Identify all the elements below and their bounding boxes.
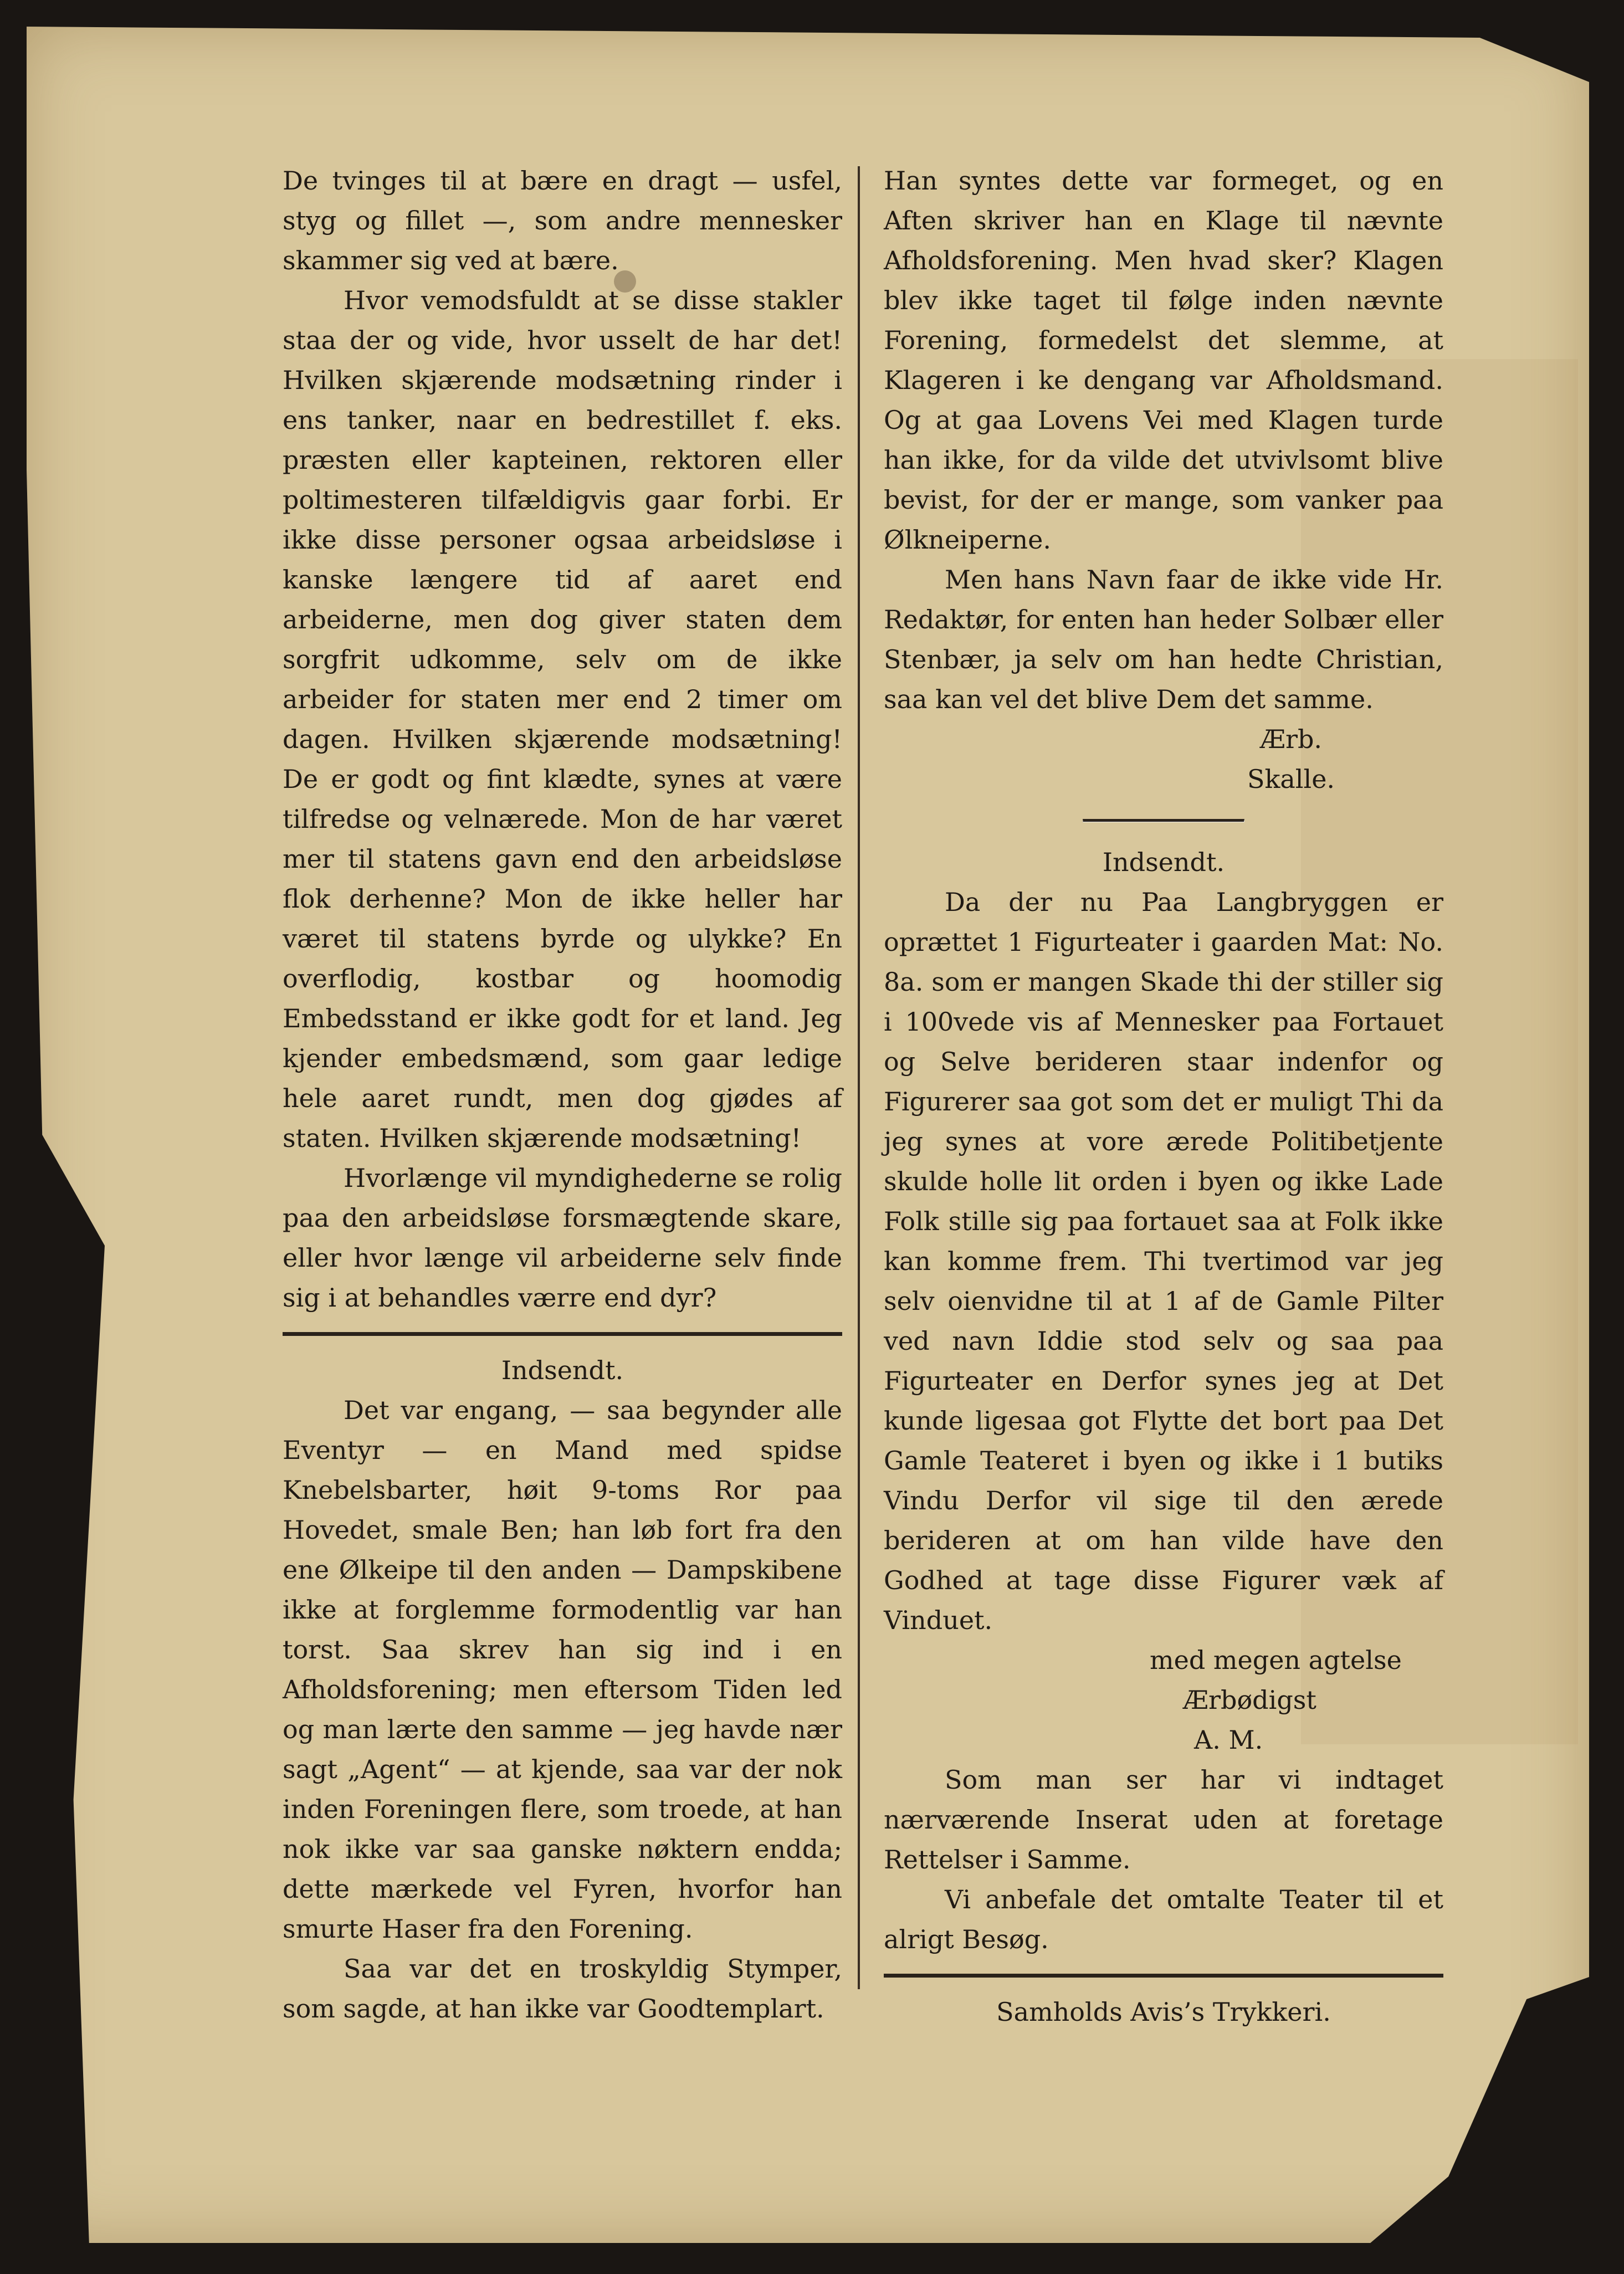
right-paragraph-1: Han syntes dette var formeget, og en Aften skriver han en Klage til nævnte Afholdsforening. Men hvad sker? Klagen blev ikke taget til følge inden nævnte Forening, formedelst det slemme, at Klageren i ke dengang var Afholdsmand. Og at gaa Lovens Vei med Klagen turde han ikke, for da vilde det utvivlsomt blive bevist, for der er mange, som vanker paa Ølkneiperne. [884, 166, 1443, 555]
right-column [884, 161, 1443, 2032]
closing-respectfully: Ærbødigst [1183, 1685, 1316, 1715]
left-column [283, 161, 842, 2029]
printer-imprint: Samholds Avis’s Trykkeri. [996, 1997, 1331, 2027]
short-rule [1083, 819, 1244, 822]
left-paragraph-2: Hvor vemodsfuldt at se disse stakler staa der og vide, hvor usselt de har det! Hvilken skjærende modsætning rinder i ens tanker, naar en bedrestillet f. eks. præsten eller kapteinen, rektoren eller poltimesteren tilfældigvis gaar forbi. Er ikke disse personer ogsaa arbeidsløse i kanske længere tid af aaret end arbeiderne, men dog giver staten dem sorgfrit udkomme, selv om de ikke arbeider for staten mer end 2 timer om dagen. Hvilken skjærende modsætning! De er godt og fint klædte, synes at være tilfredse og velnærede. Mon de har været mer til statens gavn end den arbeidsløse flok derhenne? Mon de ikke heller har været til statens byrde og ulykke? En overflodig, kostbar og hoomodig Embedsstand er ikke godt for et land. Jeg kjender embedsmænd, som gaar ledige hele aaret rundt, men dog gjødes af staten. Hvilken skjærende modsætning! [283, 285, 842, 1153]
left-section-heading: Indsendt. [501, 1355, 624, 1385]
signature-name: Skalle. [1247, 764, 1335, 794]
left-paragraph-5: Saa var det en troskyldig Stymper, som sagde, at han ikke var Goodtemplart. [283, 1954, 842, 2024]
footer-rule [884, 1974, 1443, 1978]
column-divider [858, 166, 860, 1989]
closing-initials: A. M. [1194, 1725, 1263, 1755]
right-paragraph-5: Vi anbefale det omtalte Teater til et alrigt Besøg. [884, 1884, 1443, 1954]
right-paragraph-4: Som man ser har vi indtaget nærværende Inserat uden at foretage Rettelser i Samme. [884, 1765, 1443, 1874]
right-paragraph-2: Men hans Navn faar de ikke vide Hr. Redaktør, for enten han heder Solbær eller Stenbær, ja selv om han hedte Christian, saa kan vel det blive Dem det samme. [884, 565, 1443, 714]
left-paragraph-4: Det var engang, — saa begynder alle Eventyr — en Mand med spidse Knebelsbarter, høit 9-toms Ror paa Hovedet, smale Ben; han løb fort fra den ene Ølkeipe til den anden — Dampskibene ikke at forglemme formodentlig var han torst. Saa skrev han sig ind i en Afholdsforening; men eftersom Tiden led og man lærte den samme — jeg havde nær sagt „Agent“ — at kjende, saa var der nok inden Foreningen flere, som troede, at han nok ikke var saa ganske nøktern endda; dette mærkede vel Fyren, hvorfor han smurte Haser fra den Forening. [283, 1395, 842, 1944]
signature-abbrev: Ærb. [1259, 724, 1323, 754]
right-paragraph-3: Da der nu Paa Langbryggen er oprættet 1 Figurteater i gaarden Mat: No. 8a. som er mangen Skade thi der stiller sig i 100vede vis af Mennesker paa Fortauet og Selve berideren staar indenfor og Figurerer saa got som det er muligt Thi da jeg synes at vore ærede Politibetjente skulde holle lit orden i byen og ikke Lade Folk stille sig paa fortauet saa at Folk ikke kan komme frem. Thi tvertimod var jeg selv oienvidne til at 1 af de Gamle Pilter ved navn Iddie stod selv og saa paa Figurteater en Derfor synes jeg at Det kunde ligesaa got Flytte det bort paa Det Gamle Teateret i byen og ikke i 1 butiks Vindu Derfor vil sige til den ærede berideren at om han vilde have den Godhed at tage disse Figurer væk af Vinduet. [884, 887, 1443, 1635]
left-paragraph-1: De tvinges til at bære en dragt — usfel, styg og fillet —, som andre mennesker skammer sig ved at bære. [283, 166, 842, 275]
section-rule [283, 1332, 842, 1336]
right-section-heading: Indsendt. [1102, 847, 1225, 877]
left-paragraph-3: Hvorlænge vil myndighederne se rolig paa den arbeidsløse forsmægtende skare, eller hvor længe vil arbeiderne selv finde sig i at behandles værre end dyr? [283, 1163, 842, 1313]
closing-regards: med megen agtelse [1150, 1645, 1402, 1675]
